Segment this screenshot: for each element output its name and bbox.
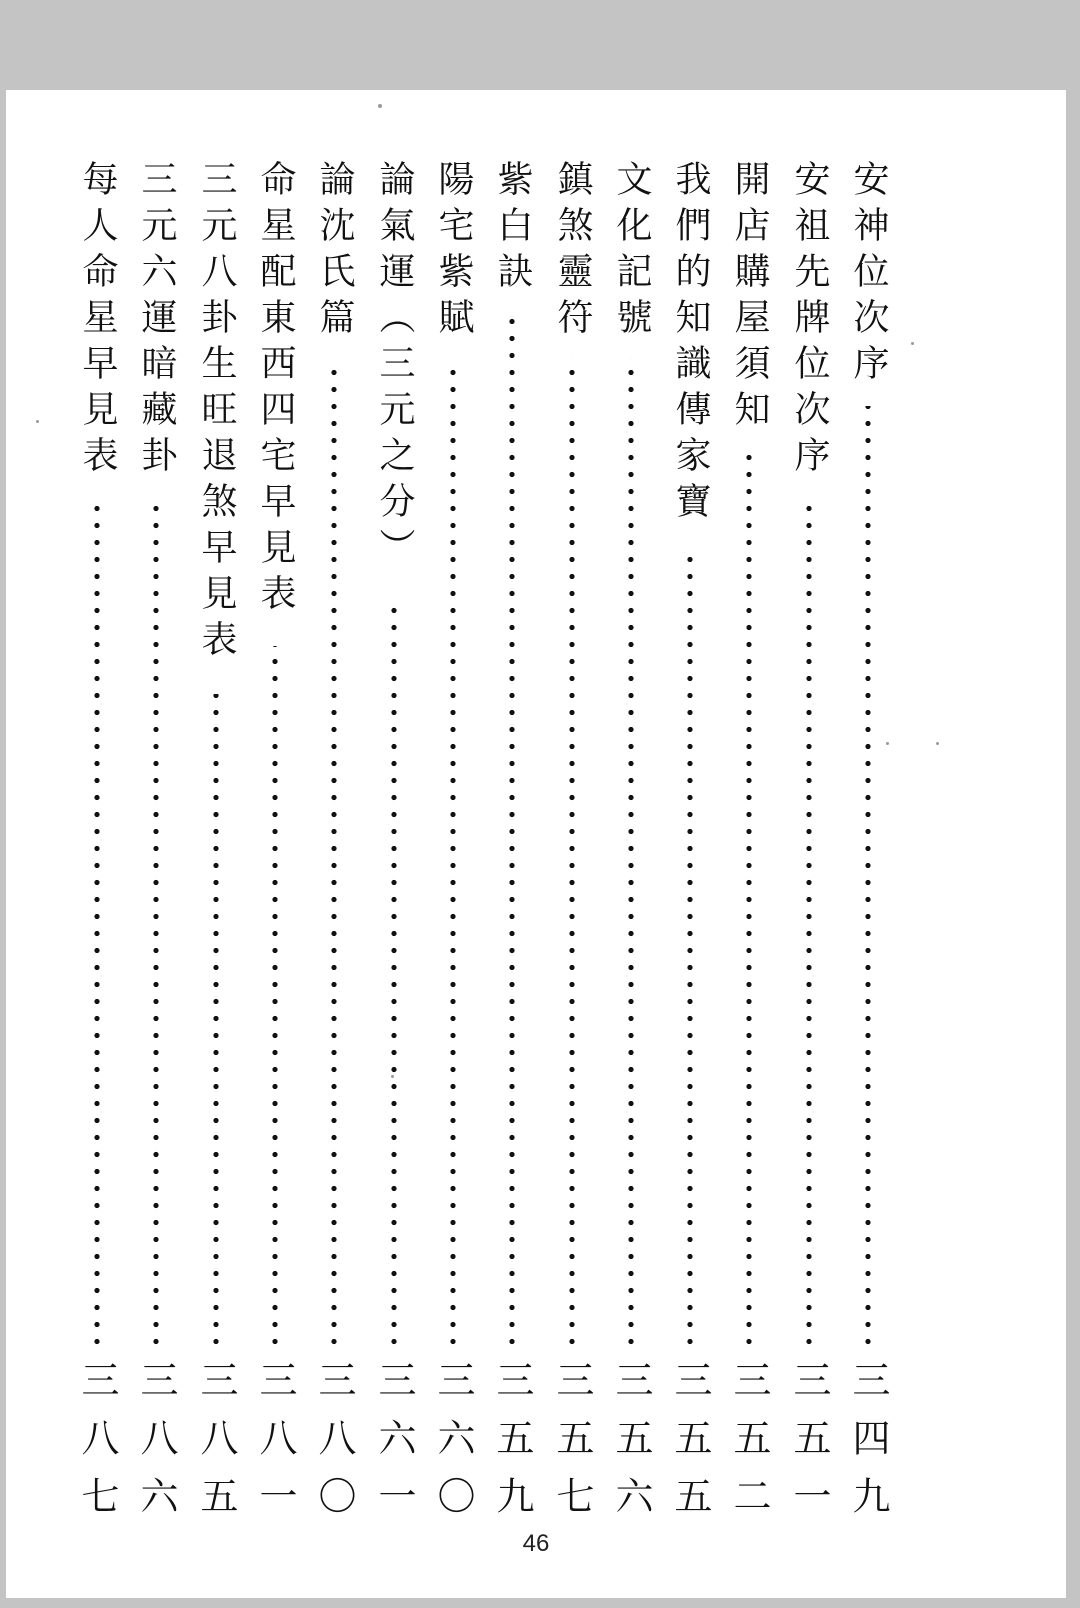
dot-leader (805, 502, 813, 1350)
toc-entry-title: 陽宅紫賦 (433, 160, 474, 344)
toc-entry-page: 三八一 (253, 1360, 297, 1534)
scan-speck (36, 420, 39, 423)
dot-leader (686, 550, 694, 1350)
toc-entry (844, 160, 892, 1580)
toc-entry-title: 開店購屋須知 (729, 160, 770, 436)
toc-entry-title: 論沈氏篇 (314, 160, 355, 344)
toc-entry-title: 每人命星早見表 (77, 160, 118, 482)
toc-entry-title: 三元八卦生旺退煞早見表 (196, 160, 237, 666)
toc-entry-page: 三五六 (609, 1360, 653, 1534)
toc-entry-title: 紫白訣 (492, 160, 533, 298)
toc-entry-page: 三八五 (194, 1360, 238, 1534)
toc-entry-title: 命星配東西四宅早見表 (255, 160, 296, 620)
toc-entry (666, 160, 714, 1580)
toc-entry (785, 160, 833, 1580)
dot-leader (390, 598, 398, 1350)
toc-entry-page: 三五五 (668, 1360, 712, 1534)
toc-entry-page: 三八〇 (312, 1360, 356, 1534)
dot-leader (212, 694, 220, 1350)
toc-entry (73, 160, 121, 1580)
toc-entry-page: 三四九 (846, 1360, 890, 1534)
toc-entry-title: 三元六運暗藏卦 (136, 160, 177, 482)
dot-leader (93, 502, 101, 1350)
toc-entry (251, 160, 299, 1580)
toc-entry-page: 三六〇 (431, 1360, 475, 1534)
dot-leader (271, 646, 279, 1350)
toc-entry-page: 三六一 (372, 1360, 416, 1534)
dot-leader (330, 358, 338, 1350)
scanned-page (6, 90, 1066, 1598)
dot-leader (508, 310, 516, 1350)
toc-entry-title: 安神位次序 (848, 160, 889, 390)
toc-entry-title: 我們的知識傳家寶 (670, 160, 711, 528)
toc-entry-page: 三五二 (727, 1360, 771, 1534)
toc-entry (488, 160, 536, 1580)
dot-leader (745, 454, 753, 1350)
toc-entry (429, 160, 477, 1580)
toc-entry-page: 三五一 (787, 1360, 831, 1534)
dot-leader (568, 358, 576, 1350)
dot-leader (864, 406, 872, 1350)
toc-entry (132, 160, 180, 1580)
toc-entry (725, 160, 773, 1580)
scan-speck (378, 104, 382, 108)
toc-entry (192, 160, 240, 1580)
toc-entry-page: 三五九 (490, 1360, 534, 1534)
scan-speck (911, 342, 914, 345)
toc-entry (607, 160, 655, 1580)
toc-entry (370, 160, 418, 1580)
dot-leader (152, 502, 160, 1350)
scan-speck (936, 742, 939, 745)
toc-entry-page: 三八七 (75, 1360, 119, 1534)
dot-leader (627, 358, 635, 1350)
toc-entry-title: 文化記號 (611, 160, 652, 344)
toc-entry-title: 論氣運︵三元之分︶ (374, 160, 415, 574)
page-number: 46 (522, 1530, 550, 1557)
toc-entry-page: 三五七 (550, 1360, 594, 1534)
toc-entry (548, 160, 596, 1580)
toc-entry-title: 安祖先牌位次序 (789, 160, 830, 482)
toc-entry (310, 160, 358, 1580)
dot-leader (449, 358, 457, 1350)
top-margin-band (0, 0, 1080, 88)
toc-entry-title: 鎮煞靈符 (552, 160, 593, 344)
toc-entry-page: 三八六 (134, 1360, 178, 1534)
